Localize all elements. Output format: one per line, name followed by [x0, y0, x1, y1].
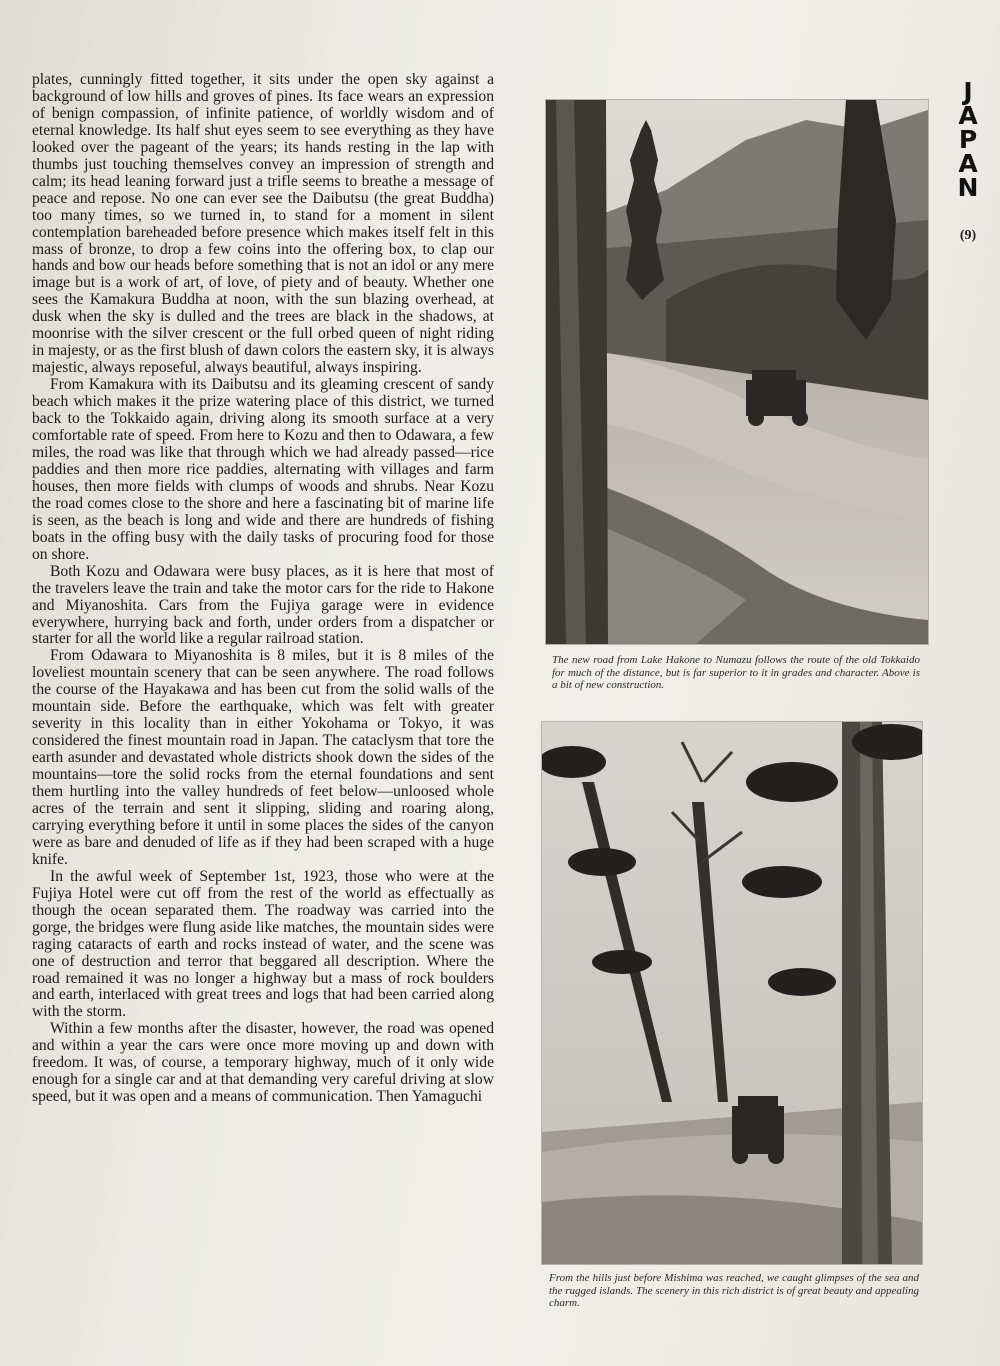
photo-caption: From the hills just before Mishima was reached, we caught glimpses of the sea and the rugged islands. The scenery in this rich district is of great beauty and appealing charm.: [549, 1272, 919, 1309]
masthead-letter: J: [963, 77, 973, 106]
pine-road-illustration: [542, 722, 922, 1264]
mountain-road-illustration: [546, 100, 928, 644]
article-paragraph: Both Kozu and Odawara were busy places, as it is here that most of the travelers leave the train and take the motor cars for the ride to Hakone and Miyanoshita. Cars from the Fujiya garage were in evidence everywhere, hurrying back and forth, under orders from a dispatcher or starter for all the world like a regular railroad station.: [32, 562, 494, 648]
article-body: [32, 72, 494, 1106]
article-paragraph: plates, cunningly fitted together, it sits under the open sky against a background of low hills and groves of pines. Its face wears an expression of benign compassion, of infinite patience, of worldly wisdom and of eternal knowledge. Its half shut eyes seem to see everything as they have looked over the pageant of the years; its hands resting in the lap with thumbs just touching themselves convey an impression of strength and calm; its head leaning forward just a trifle seems to breathe a message of peace and repose. No one can ever see the Daibutsu (the great Buddha) too many times, so we turned in, to stand for a moment in silent contemplation bareheaded before presence which makes itself felt in this mass of bronze, to drop a few coins into the offering box, to clap our hands and bow our heads before something that is not an idol or any mere image but is a work of art, of love, of piety and of beauty. Whether one sees the Kamakura Buddha at noon, with the sun blazing overhead, at dusk when the sky is dulled and the trees are black in the shadows, at moonrise with the silver crescent or the full orbed queen of night riding in majesty, or as the first blush of dawn colors the eastern sky, it is always majestic, always reposeful, always beautiful, always inspiring.: [32, 71, 494, 377]
page-number: (9): [959, 228, 977, 243]
article-paragraph: From Kamakura with its Daibutsu and its gleaming crescent of sandy beach which makes it the prize watering place of this district, we turned back to the Tokkaido again, driving along its smooth surface at a very comfortable rate of speed. From here to Kozu and then to Odawara, a few miles, the road was like that through which we had already passed—rice paddies and then more rice paddies, alternating with villages and farm houses, then more fields with clumps of woods and shrubs. Near Kozu the road comes close to the shore and here a fascinating bit of marine life is seen, as the beach is long and wide and there are hundreds of fishing boats in the offing busy with the daily tasks of procuring food for those on shore.: [32, 376, 494, 563]
photo-pine-road: [542, 722, 922, 1264]
article-paragraph: Within a few months after the disaster, however, the road was opened and within a year the cars were once more moving up and down with freedom. It was, of course, a temporary highway, much of it only wide enough for a single car and at that demanding very careful driving at slow speed, but it was open and a means of communication. Then Yamaguchi: [32, 1020, 494, 1106]
masthead-letter: A: [958, 149, 978, 178]
masthead-letter: P: [958, 125, 978, 154]
masthead-letter: A: [958, 101, 978, 130]
photo-caption: The new road from Lake Hakone to Numazu follows the route of the old Tokkaido for much of the distance, but is far superior to it in grades and character. Above is a bit of new construction.: [552, 654, 920, 691]
article-paragraph: In the awful week of September 1st, 1923, those who were at the Fujiya Hotel were cut off from the rest of the world as effectually as though the ocean separated them. The roadway was carried into the gorge, the bridges were flung aside like matches, the mountain sides were raging cataracts of earth and rocks instead of water, and the scene was one of destruction and terror that beggared all description. Where the road remained it was no longer a highway but a mass of rock boulders and earth, interlaced with great trees and logs that had been carried along with the storm.: [32, 867, 494, 1021]
photo-mountain-road: [546, 100, 928, 644]
masthead-japan: [952, 77, 984, 202]
article-paragraph: From Odawara to Miyanoshita is 8 miles, but it is 8 miles of the loveliest mountain scenery that can be seen anywhere. The road follows the course of the Hayakawa and has been cut from the solid walls of the mountain side. Before the earthquake, which was felt with greater severity in this locality than in either Yokohama or Tokyo, it was considered the finest mountain road in Japan. The cataclysm that tore the earth asunder and devastated whole districts shook down the sides of the mountains—tore the solid rocks from the eternal foundations and sent them hurtling into the valley hundreds of feet below—unloosed whole acres of the terrain and sent it slipping, sliding and roaring along, carrying everything before it until in some places the sides of the canyon were as bare and denuded of life as if they had been scraped with a huge knife.: [32, 647, 494, 868]
masthead-letter: N: [957, 173, 979, 202]
